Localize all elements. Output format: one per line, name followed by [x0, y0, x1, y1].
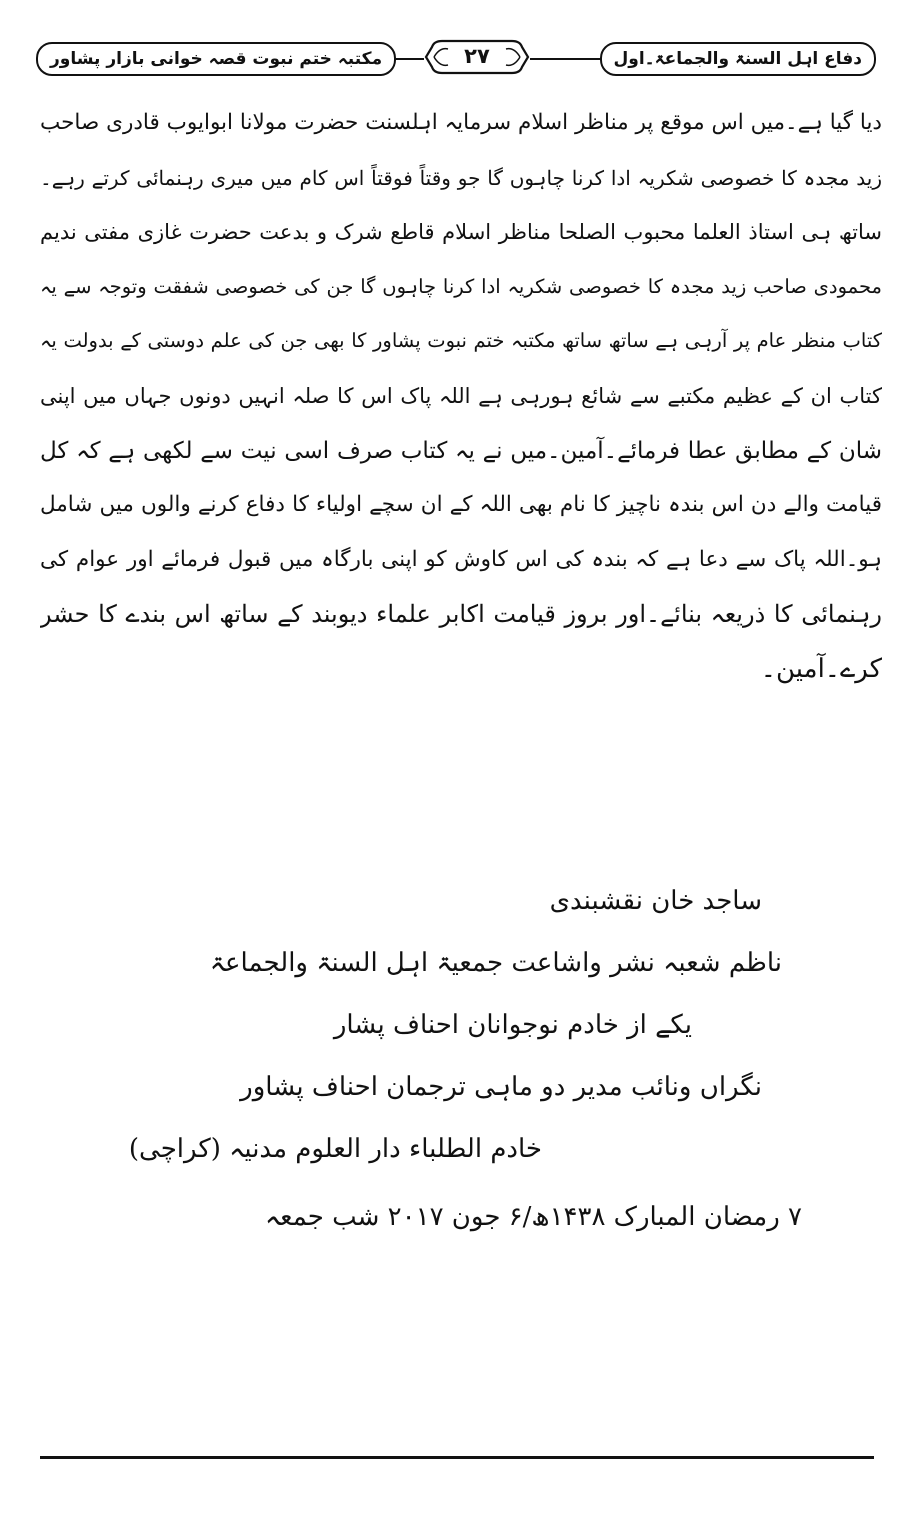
book-title: دفاع اہل السنۃ والجماعۃ۔اول: [600, 42, 876, 76]
publisher-name: مکتبہ ختم نبوت قصہ خوانی بازار پشاور: [36, 42, 396, 76]
text-line: کتاب ان کے عظیم مکتبے سے شائع ہورہی ہے اللہ پاک اس کا صلہ انہیں دونوں جہاں میں اپنی: [40, 383, 882, 408]
author-name: ساجد خان نقشبندی: [549, 886, 762, 916]
author-title: نگراں ونائب مدیر دو ماہی ترجمان احناف پشاور: [240, 1072, 762, 1102]
page-header: [36, 38, 876, 78]
text-line: زید مجدہ کا خصوصی شکریہ ادا کرنا چاہوں گا جو وقتاً فوقتاً اس کام میں میری رہنمائی کرتے رہے۔: [40, 165, 882, 190]
text-line: کتاب منظر عام پر آرہی ہے ساتھ ساتھ مکتبہ ختم نبوت پشاور کا بھی جن کی علم دوستی کے بدولت یہ: [40, 329, 882, 353]
footer-rule: [40, 1456, 874, 1459]
signature-date: ۷ رمضان المبارک ۱۴۳۸ھ/۶ جون ۲۰۱۷ شب جمعہ: [264, 1202, 802, 1232]
text-line: کرے۔آمین۔: [760, 653, 882, 684]
page-number-frame: [424, 39, 530, 75]
text-line: ساتھ ہی استاذ العلما محبوب الصلحا مناظر اسلام قاطع شرک و بدعت حضرت غازی مفتی ندیم: [40, 220, 882, 245]
body-paragraph: [40, 96, 882, 697]
author-title: ناظم شعبہ نشر واشاعت جمعیۃ اہل السنۃ والجماعۃ: [209, 948, 782, 978]
page-number: ۲۷: [464, 44, 490, 68]
text-line: ہو۔اللہ پاک سے دعا ہے کہ بندہ کی اس کاوش کو اپنی بارگاہ میں قبول فرمائے اور عوام کی: [40, 546, 882, 572]
author-title: خادم الطلباء دار العلوم مدنیہ (کراچی): [128, 1134, 542, 1164]
text-line: قیامت والے دن اس بندہ ناچیز کا نام بھی اللہ کے ان سچے اولیاء کا دفاع کرنے والوں میں شامل: [40, 492, 882, 518]
text-line: دیا گیا ہے۔میں اس موقع پر مناظر اسلام سرمایہ اہلسنت حضرت مولانا ابوایوب قادری صاحب: [40, 110, 882, 135]
text-line: محمودی صاحب زید مجدہ کا خصوصی شکریہ ادا کرنا چاہوں گا جن کی خصوصی شفقت وتوجہ سے یہ: [40, 274, 882, 298]
text-line: شان کے مطابق عطا فرمائے۔آمین۔میں نے یہ کتاب صرف اسی نیت سے لکھی ہے کہ کل: [40, 437, 882, 464]
text-line: رہنمائی کا ذریعہ بنائے۔اور بروز قیامت اکابر علماء دیوبند کے ساتھ اس بندے کا حشر: [40, 600, 882, 629]
author-title: یکے از خادم نوجوانان احناف پشار: [333, 1010, 692, 1040]
